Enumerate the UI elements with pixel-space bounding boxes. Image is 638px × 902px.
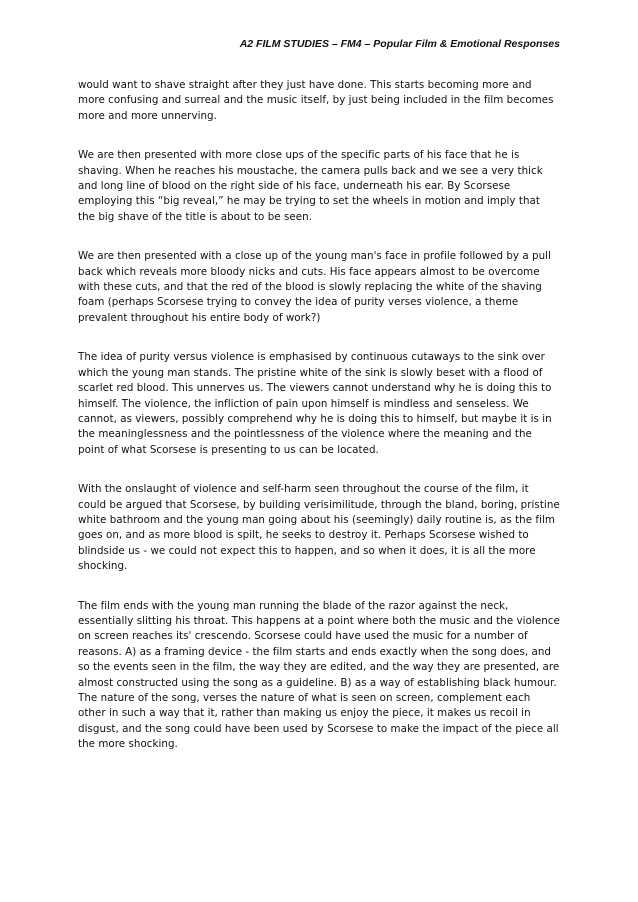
paragraph-6: The film ends with the young man running the blade of the razor against the neck, essentially slitting his throat. This happens at a point where both the music and the violence on screen reaches its' crescendo. Scorsese could have used the music for a number of reasons. A) as a framing device - the film starts and ends exactly when the song does, and so the events seen in the film, the way they are edited, and the way they are presented, are almost constructed using the song as a guideline. B) as a way of establishing black humour. The nature of the song, verses the nature of what is seen on screen, complement each other in such a way that it, rather than making us enjoy the piece, it makes us recoil in disgust, and the song could have been used by Scorsese to make the impact of the piece all the more shocking. [78,599,560,751]
page-header: A2 FILM STUDIES – FM4 – Popular Film & Emotional Responses [239,38,560,50]
paragraph-1: would want to shave straight after they just have done. This starts becoming more and more confusing and surreal and the music itself, by just being included in the film becomes more and more unnerving. [78,79,554,122]
paragraph-2: We are then presented with more close ups of the specific parts of his face that he is shaving. When he reaches his moustache, the camera pulls back and we see a very thick and long line of blood on the right side of his face, underneath his ear. By Scorsese employing this “big reveal,” he may be trying to set the wheels in motion and imply that the big shave of the title is about to be seen. [78,149,543,223]
paragraph-5: With the onslaught of violence and self-harm seen throughout the course of the film, it could be argued that Scorsese, by building verisimilitude, through the bland, boring, pristine white bathroom and the young man going about his (seemingly) daily routine is, as the film goes on, and as more blood is spilt, he seeks to destroy it. Perhaps Scorsese wished to blindside us - we could not expect this to happen, and so when it does, it is all the more shocking. [78,483,560,573]
paragraph-3: We are then presented with a close up of the young man's face in profile followed by a pull back which reveals more bloody nicks and cuts. His face appears almost to be overcome with these cuts, and that the red of the blood is slowly replacing the white of the shaving foam (perhaps Scorsese trying to convey the idea of purity verses violence, a theme prevalent throughout his entire body of work?) [78,250,551,324]
paragraph-4: The idea of purity versus violence is emphasised by continuous cutaways to the sink over which the young man stands. The pristine white of the sink is slowly beset with a flood of scarlet red blood. This unnerves us. The viewers cannot understand why he is doing this to himself. The violence, the infliction of pain upon himself is mindless and senseless. We cannot, as viewers, possibly comprehend why he is doing this to himself, but maybe it is in the meaninglessness and the pointlessness of the violence where the meaning and the point of what Scorsese is presenting to us can be located. [78,351,552,456]
